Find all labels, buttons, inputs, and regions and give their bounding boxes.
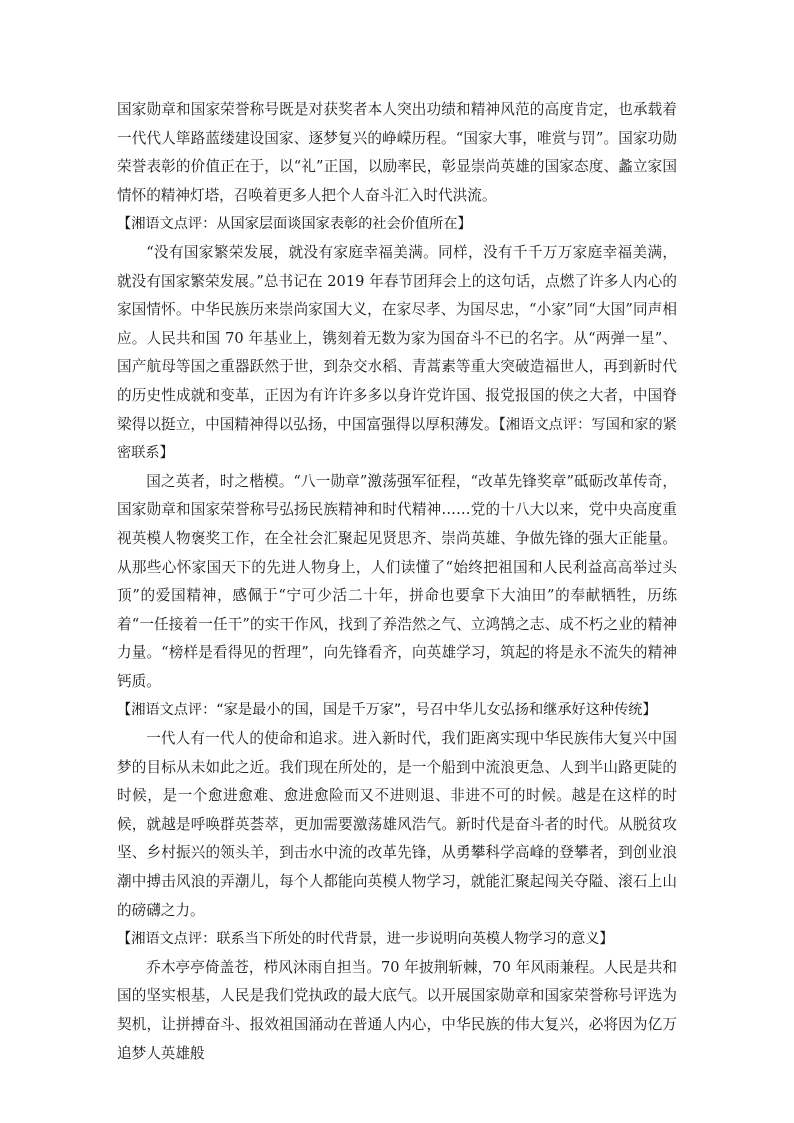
paragraph-1: 国家勋章和国家荣誉称号既是对获奖者本人突出功绩和精神风范的高度肯定，也承载着一代代人筚路蓝缕建设国家、逐梦复兴的峥嵘历程。“国家大事，唯赏与罚”。国家功勋荣誉表彰的价值正在于，以“礼”正国，以励率民，彰显崇尚英雄的国家态度、蠡立家国情怀的精神灯塔，召唤着更多人把个人奋斗汇入时代洪流。 [117,101,677,204]
comment-3: 【湘语文点评：“家是最小的国，国是千万家”，号召中华儿女弘扬和继承好这种传统】 [117,702,657,719]
paragraph-2 [117,239,677,468]
paragraph-3: 国之英者，时之楷模。“八一勋章”激荡强军征程，“改革先锋奖章”砥砺改革传奇，国家勋章和国家荣誉称号弘扬民族精神和时代精神……党的十八大以来，党中央高度重视英模人物褒奖工作，在全社会汇聚起见贤思齐、崇尚英雄、争做先锋的强大正能量。从那些心怀家国天下的先进人物身上，人们读懂了“始终把祖国和人民利益高高举过头顶”的爱国精神，感佩于“宁可少活二十年，拼命也要拿下大油田”的奉献牺牲，历练着“一任接着一任干”的实干作风，找到了养浩然之气、立鸿鹄之志、成不朽之业的精神力量。“榜样是看得见的哲理”，向先锋看齐，向英雄学习，筑起的将是永不流失的精神钙质。 [117,472,677,690]
comment-4: 【湘语文点评：联系当下所处的时代背景，进一步说明向英模人物学习的意义】 [117,931,614,948]
document-page [117,96,677,1068]
paragraph-2-text: “没有国家繁荣发展，就没有家庭幸福美满。同样，没有千千万万家庭幸福美满，就没有国家繁荣发展。”总书记在 2019 年春节团拜会上的这句话，点燃了许多人内心的家国情怀。中华民族历来崇尚家国大义，在家尽孝、为国尽忠，“小家”同“大国”同声相应。人民共和国 70 年基业上，镌刻着无数为家为国奋斗不已的名字。从“两弹一星”、国产航母等国之重器跃然于世，到杂交水稻、青蒿素等重大突破造福世人，再到新时代的历史性成就和变革，正因为有许许多多以身许党许国、报党报国的侠之大者，中国脊梁得以挺立，中国精神得以弘扬，中国富强得以厚积薄发。 [117,243,677,433]
paragraph-5: 乔木亭亭倚盖苍，栉风沐雨自担当。70 年披荆斩棘，70 年风雨兼程。人民是共和国的坚实根基，人民是我们党执政的最大底气。以开展国家勋章和国家荣誉称号评选为契机，让拼搏奋斗、报效祖国涌动在普通人内心，中华民族的伟大复兴，必将因为亿万追梦人英雄般 [117,958,677,1062]
comment-1: 【湘语文点评：从国家层面谈国家表彰的社会价值所在】 [117,216,472,233]
paragraph-4: 一代人有一代人的使命和追求。进入新时代，我们距离实现中华民族伟大复兴中国梦的目标从未如此之近。我们现在所处的，是一个船到中流浪更急、人到半山路更陡的时候，是一个愈进愈难、愈进愈险而又不进则退、非进不可的时候。越是在这样的时候，就越是呼唤群英荟萃，更加需要激荡雄风浩气。新时代是奋斗者的时代。从脱贫攻坚、乡村振兴的领头羊，到击水中流的改革先锋，从勇攀科学高峰的登攀者，到创业浪潮中搏击风浪的弄潮儿，每个人都能向英模人物学习，就能汇聚起闯关夺隘、滚石上山的磅礴之力。 [117,730,677,919]
comment-2: 【湘语文点评：写国和家的紧密联系】 [117,416,677,462]
